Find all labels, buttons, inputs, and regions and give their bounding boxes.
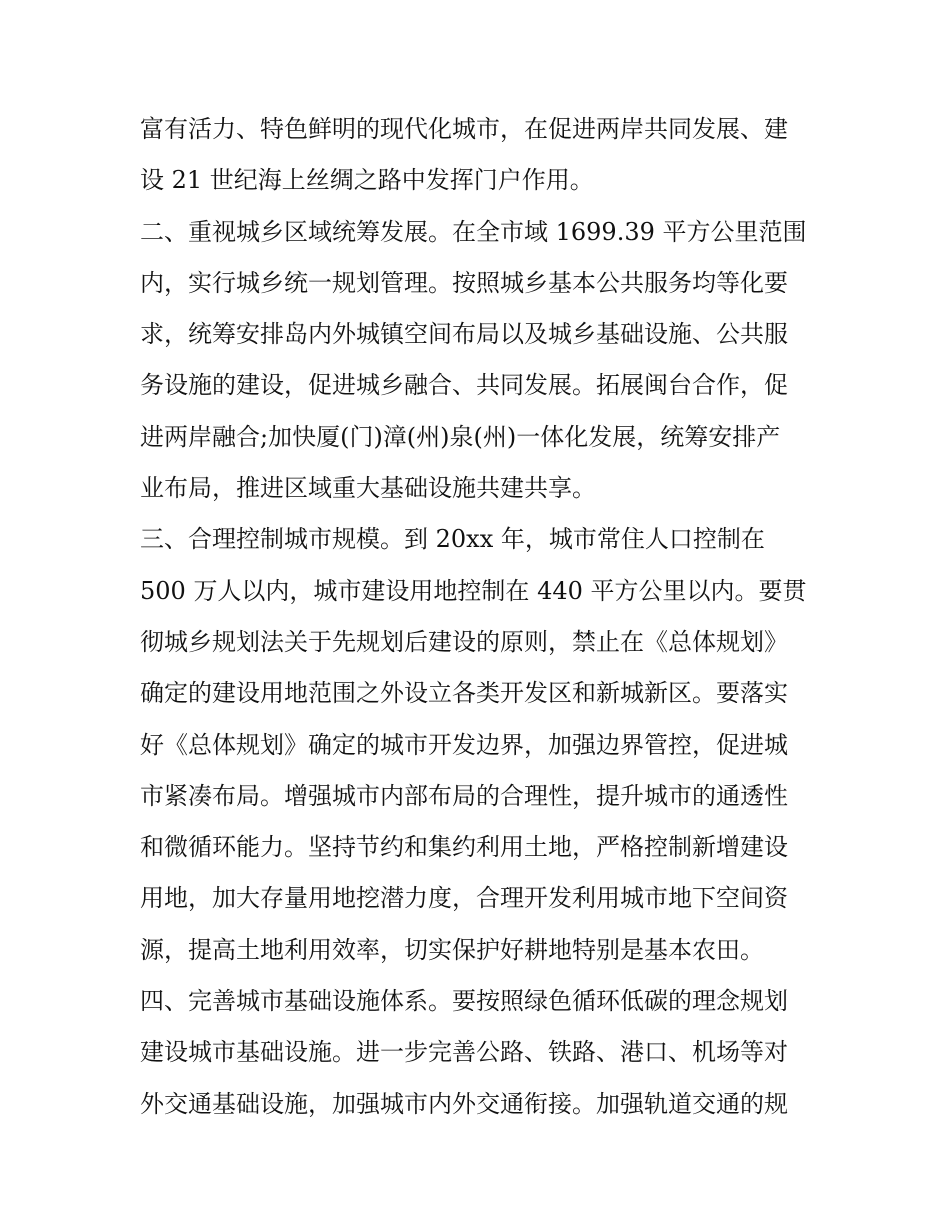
text-line: 内，实行城乡统一规划管理。按照城乡基本公共服务均等化要 [140, 268, 788, 297]
text-line: 建设城市基础设施。进一步完善公路、铁路、港口、机场等对 [140, 1038, 788, 1067]
text-line: 确定的建设用地范围之外设立各类开发区和新城新区。要落实 [140, 679, 788, 708]
text-line: 外交通基础设施，加强城市内外交通衔接。加强轨道交通的规 [140, 1089, 788, 1118]
body-text [140, 104, 830, 1130]
text-line: 源，提高土地利用效率，切实保护好耕地特别是基本农田。 [140, 935, 764, 964]
text-line: 务设施的建设，促进城乡融合、共同发展。拓展闽台合作，促 [140, 371, 788, 400]
text-line: 富有活力、特色鲜明的现代化城市，在促进两岸共同发展、建 [140, 115, 788, 143]
text-line: 市紧凑布局。增强城市内部布局的合理性，提升城市的通透性 [140, 781, 788, 810]
text-line: 设 21 世纪海上丝绸之路中发挥门户作用。 [140, 166, 594, 195]
text-line: 求，统筹安排岛内外城镇空间布局以及城乡基础设施、公共服 [140, 320, 788, 349]
text-line: 四、完善城市基础设施体系。要按照绿色循环低碳的理念规划 [140, 987, 788, 1016]
text-line: 业布局，推进区域重大基础设施共建共享。 [140, 474, 596, 503]
text-line: 和微循环能力。坚持节约和集约利用土地，严格控制新增建设 [140, 833, 788, 862]
text-line: 好《总体规划》确定的城市开发边界，加强边界管控，促进城 [140, 730, 788, 759]
text-line: 二、重视城乡区域统筹发展。在全市域 1699.39 平方公里范围 [140, 217, 807, 246]
text-line: 三、合理控制城市规模。到 20xx 年，城市常住人口控制在 [140, 525, 765, 554]
text-line: 彻城乡规划法关于先规划后建设的原则，禁止在《总体规划》 [140, 627, 788, 656]
text-line: 用地，加大存量用地挖潜力度，合理开发利用城市地下空间资 [140, 884, 788, 913]
text-line: 500 万人以内，城市建设用地控制在 440 平方公里以内。要贯 [140, 576, 807, 605]
text-line: 进两岸融合;加快厦(门)漳(州)泉(州)一体化发展，统筹安排产 [140, 422, 781, 451]
